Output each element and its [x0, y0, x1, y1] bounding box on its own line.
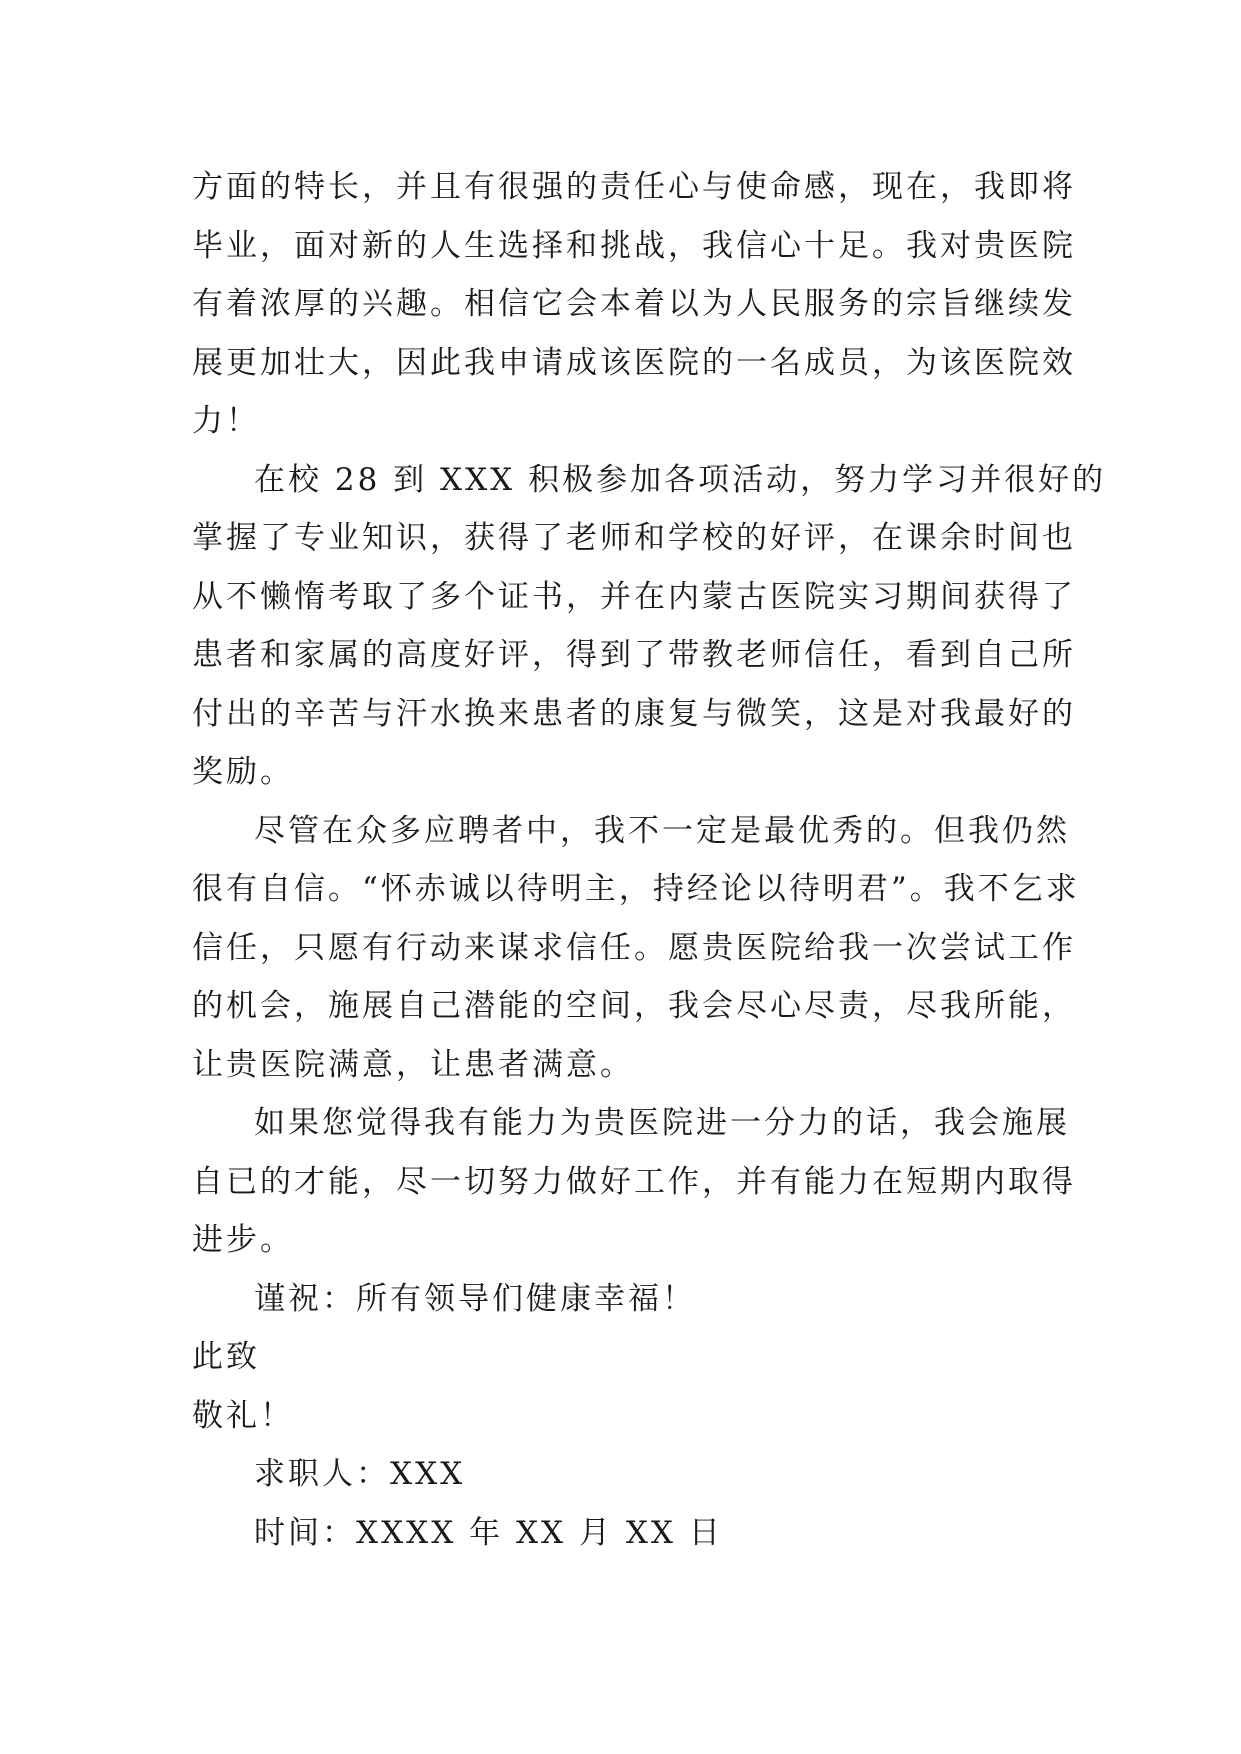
- letter-body: [192, 158, 1107, 1562]
- applicant-signature: 求职人：XXX: [254, 1456, 466, 1492]
- paragraph-2-line-6: 奖励。: [192, 754, 294, 790]
- paragraph-2-line-1: 在校 28 到 XXX 积极参加各项活动，努力学习并很好的: [254, 461, 1107, 498]
- paragraph-3-line-4: 的机会，施展自己潜能的空间，我会尽心尽责，尽我所能，: [192, 988, 1076, 1024]
- paragraph-1-line-3: 有着浓厚的兴趣。相信它会本着以为人民服务的宗旨继续发: [192, 286, 1076, 322]
- paragraph-2-line-4: 患者和家属的高度好评，得到了带教老师信任，看到自己所: [192, 637, 1076, 673]
- paragraph-3-line-1: 尽管在众多应聘者中，我不一定是最优秀的。但我仍然: [254, 812, 1070, 849]
- paragraph-3-line-5: 让贵医院满意，让患者满意。: [192, 1046, 634, 1083]
- paragraph-4-line-2: 自已的才能，尽一切努力做好工作，并有能力在短期内取得: [192, 1163, 1076, 1200]
- paragraph-1-line-5: 力！: [192, 403, 260, 439]
- paragraph-2-line-5: 付出的辛苦与汗水换来患者的康复与微笑，这是对我最好的: [192, 695, 1076, 732]
- letter-date: 时间：XXXX 年 XX 月 XX 日: [254, 1514, 723, 1551]
- paragraph-1-line-4: 展更加壮大，因此我申请成该医院的一名成员，为该医院效: [192, 344, 1076, 381]
- paragraph-4-line-1: 如果您觉得我有能力为贵医院进一分力的话，我会施展: [254, 1105, 1070, 1141]
- paragraph-4-line-3: 进步。: [192, 1222, 294, 1258]
- closing-regards: 敬礼！: [192, 1397, 294, 1434]
- closing-salutation: 此致: [192, 1339, 260, 1375]
- paragraph-3-line-3: 信任，只愿有行动来谋求信任。愿贵医院给我一次尝试工作: [192, 929, 1076, 966]
- paragraph-1-line-1: 方面的特长，并且有很强的责任心与使命感，现在，我即将: [192, 169, 1076, 205]
- paragraph-2-line-3: 从不懒惰考取了多个证书，并在内蒙古医院实习期间获得了: [192, 578, 1076, 615]
- wishes-line: 谨祝：所有领导们健康幸福！: [254, 1280, 696, 1317]
- paragraph-2-line-2: 掌握了专业知识，获得了老师和学校的好评，在课余时间也: [192, 520, 1076, 556]
- paragraph-1-line-2: 毕业，面对新的人生选择和挑战，我信心十足。我对贵医院: [192, 227, 1076, 264]
- paragraph-3-line-2: 很有自信。“怀赤诚以待明主，持经论以待明君”。我不乞求: [192, 871, 1080, 907]
